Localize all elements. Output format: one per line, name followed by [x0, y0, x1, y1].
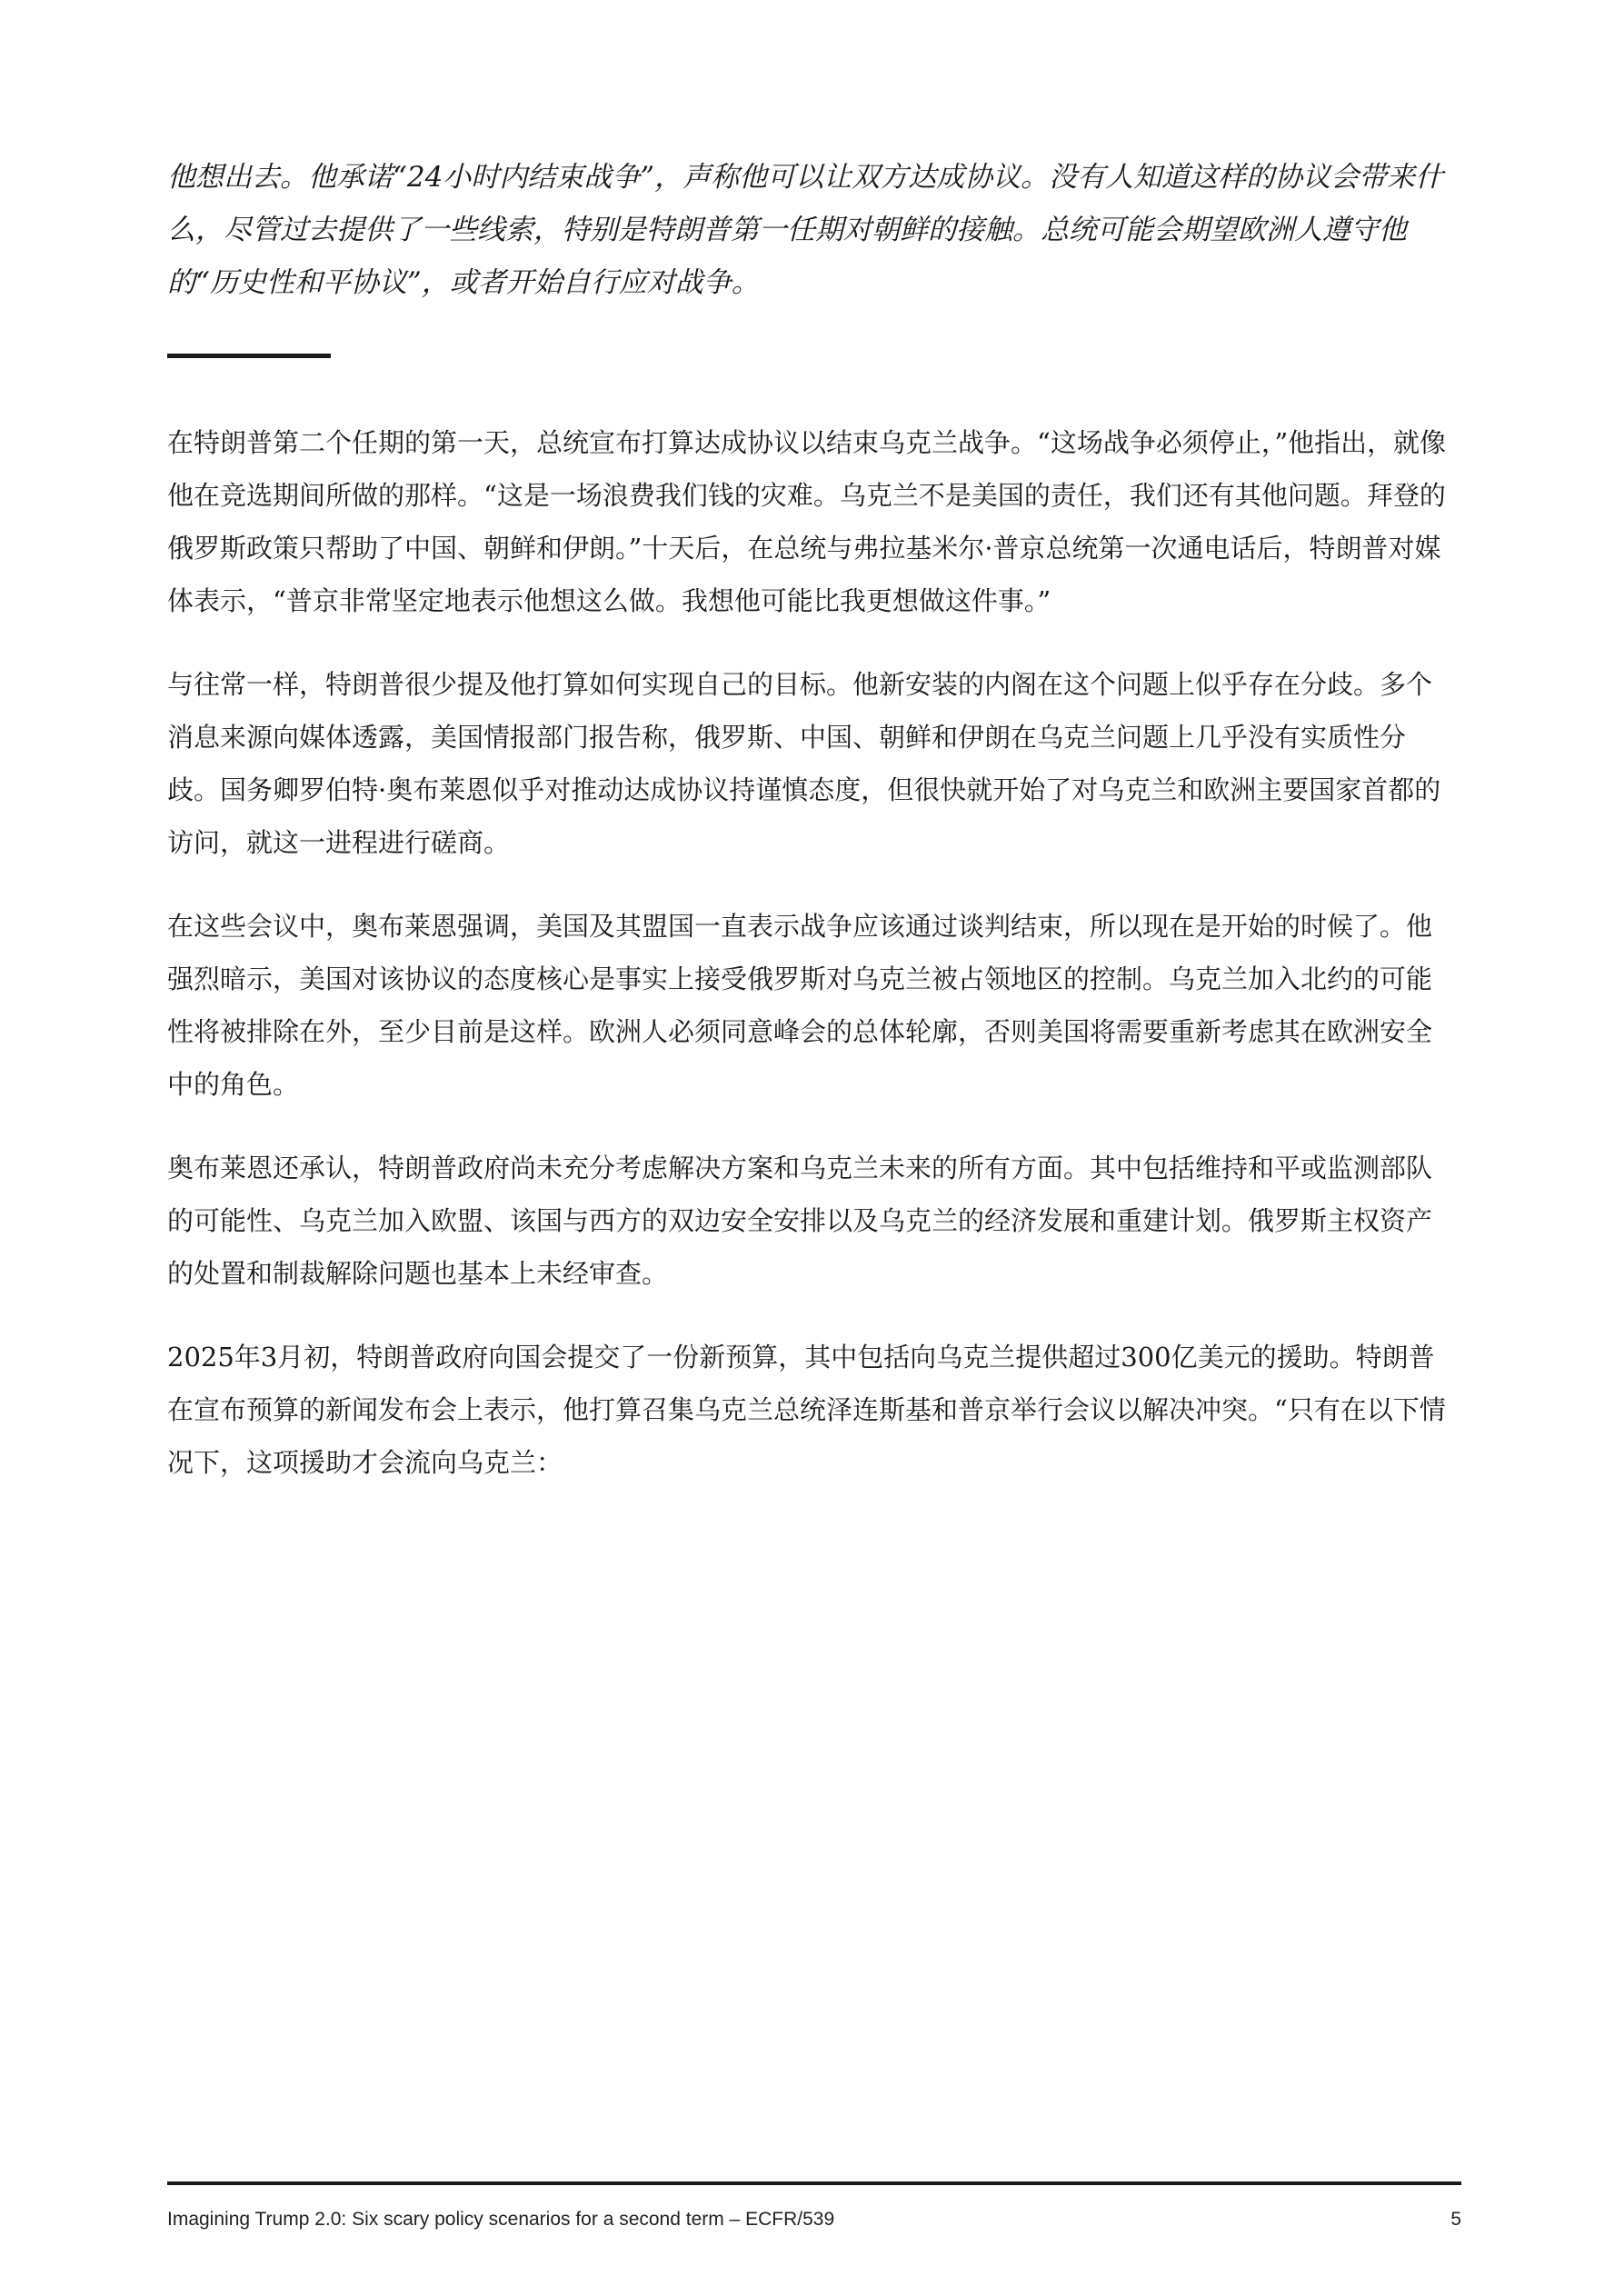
- section-divider: [167, 354, 331, 358]
- page-number: 5: [1450, 2209, 1461, 2230]
- footer-title: Imagining Trump 2.0: Six scary policy scenarios for a second term – ECFR/539: [167, 2209, 835, 2230]
- body-paragraph-3: 在这些会议中，奥布莱恩强调，美国及其盟国一直表示战争应该通过谈判结束，所以现在是开始的时候了。他强烈暗示，美国对该协议的态度核心是事实上接受俄罗斯对乌克兰被占领地区的控制。乌克兰加入北约的可能性将被排除在外，至少目前是这样。欧洲人必须同意峰会的总体轮廓，否则美国将需要重新考虑其在欧洲安全中的角色。: [167, 911, 1433, 1100]
- body-paragraph-2: 与往常一样，特朗普很少提及他打算如何实现自己的目标。他新安装的内阁在这个问题上似乎存在分歧。多个消息来源向媒体透露，美国情报部门报告称，俄罗斯、中国、朝鲜和伊朗在乌克兰问题上几乎没有实质性分歧。国务卿罗伯特·奥布莱恩似乎对推动达成协议持谨慎态度，但很快就开始了对乌克兰和欧洲主要国家首都的访问，就这一进程进行磋商。: [167, 669, 1441, 858]
- footer-row: [167, 2209, 1461, 2231]
- footer-rule: [167, 2181, 1461, 2185]
- main-content: [167, 151, 1458, 1520]
- page-footer: [167, 2181, 1461, 2231]
- body-paragraph-5: 2025年3月初，特朗普政府向国会提交了一份新预算，其中包括向乌克兰提供超过300亿美元的援助。特朗普在宣布预算的新闻发布会上表示，他打算召集乌克兰总统泽连斯基和普京举行会议以解决冲突。“只有在以下情况下，这项援助才会流向乌克兰：: [167, 1342, 1446, 1478]
- body-paragraph-1: 在特朗普第二个任期的第一天，总统宣布打算达成协议以结束乌克兰战争。“这场战争必须停止，”他指出，就像他在竞选期间所做的那样。“这是一场浪费我们钱的灾难。乌克兰不是美国的责任，我们还有其他问题。拜登的俄罗斯政策只帮助了中国、朝鲜和伊朗。”十天后，在总统与弗拉基米尔·普京总统第一次通电话后，特朗普对媒体表示，“普京非常坚定地表示他想这么做。我想他可能比我更想做这件事。”: [167, 427, 1447, 616]
- body-paragraph-4: 奥布莱恩还承认，特朗普政府尚未充分考虑解决方案和乌克兰未来的所有方面。其中包括维持和平或监测部队的可能性、乌克兰加入欧盟、该国与西方的双边安全安排以及乌克兰的经济发展和重建计划。俄罗斯主权资产的处置和制裁解除问题也基本上未经审查。: [167, 1153, 1433, 1289]
- intro-italic-paragraph: 他想出去。他承诺“24小时内结束战争”，声称他可以让双方达成协议。没有人知道这样的协议会带来什么，尽管过去提供了一些线索，特别是特朗普第一任期对朝鲜的接触。总统可能会期望欧洲人遵守他的“历史性和平协议”，或者开始自行应对战争。: [167, 161, 1444, 299]
